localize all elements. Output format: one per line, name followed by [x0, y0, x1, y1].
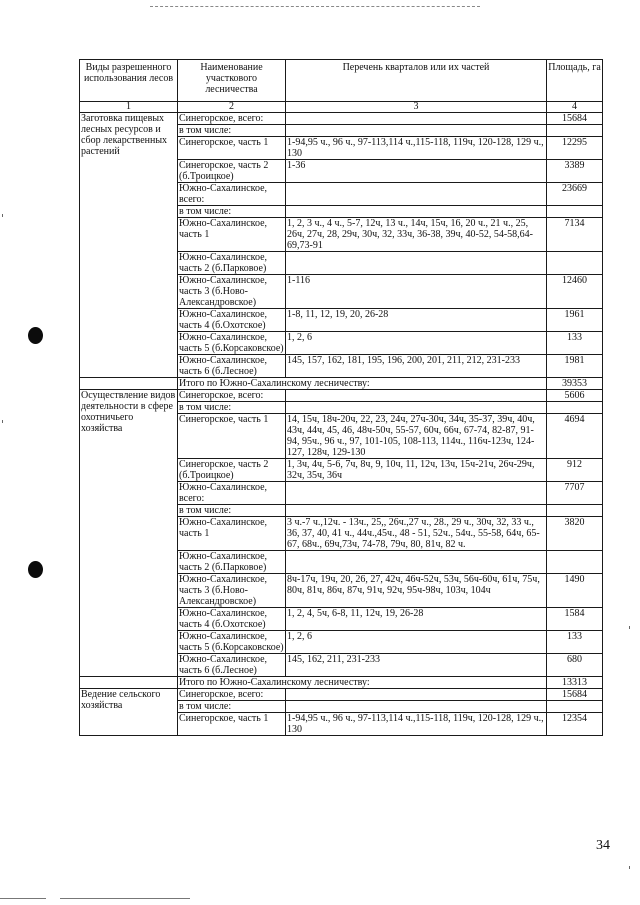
total-row: [80, 378, 603, 390]
scan-artifact-mark: [2, 420, 3, 423]
header-quarters: Перечень кварталов или их частей: [286, 60, 547, 102]
total-area: 13313: [547, 677, 603, 689]
quarters-cell: 1, 2, 6: [286, 631, 547, 654]
forestry-cell: Южно-Сахалинское, часть 5 (б.Корсаковское): [179, 631, 284, 653]
area-cell: 7134: [547, 218, 603, 252]
use-type-cell: Ведение сельского хозяйства: [80, 689, 178, 736]
forestry-cell: Южно-Сахалинское, часть 1: [178, 218, 286, 252]
quarters-cell: 1, 2, 6: [286, 332, 547, 355]
quarters-cell: [286, 125, 547, 137]
area-cell: 15684: [547, 113, 603, 125]
forestry-cell: Синегорское, часть 2 (б.Троицкое): [178, 459, 286, 482]
quarters-cell: [286, 402, 547, 414]
forestry-cell: Южно-Сахалинское, часть 1: [178, 517, 286, 551]
area-cell: [547, 701, 603, 713]
punch-hole: [28, 561, 43, 578]
quarters-cell: [286, 390, 547, 402]
area-cell: 133: [547, 332, 603, 355]
table-row: [80, 689, 603, 701]
quarters-cell: 8ч-17ч, 19ч, 20, 26, 27, 42ч, 46ч-52ч, 53ч, 56ч-60ч, 61ч, 75ч, 80ч, 81ч, 86ч, 87ч, 91ч, 92ч, 95ч-98ч, 103ч, 104ч: [286, 574, 547, 608]
total-label: Итого по Южно-Сахалинскому лесничеству:: [178, 677, 547, 689]
quarters-cell: [286, 183, 547, 206]
total-row: [80, 677, 603, 689]
quarters-cell: [286, 206, 547, 218]
table-row: [80, 390, 603, 402]
forestry-cell: Южно-Сахалинское, часть 3 (б.Ново-Александровское): [178, 275, 286, 309]
forestry-cell: Южно-Сахалинское, часть 3 (б.Ново-Александровское): [178, 574, 286, 608]
forestry-cell: Синегорское, часть 2 (б.Троицкое): [178, 160, 286, 183]
forestry-cell: Южно-Сахалинское, часть 4 (б.Охотское): [178, 608, 286, 631]
area-cell: 7707: [547, 482, 603, 505]
table-row: [80, 113, 603, 125]
area-cell: [547, 402, 603, 414]
area-cell: 1981: [547, 355, 603, 378]
header-forestry-name: Наименование участкового лесничества: [178, 60, 286, 102]
area-cell: 1584: [547, 608, 603, 631]
use-type-cell: Осуществление видов деятельности в сфере охотничьего хозяйства: [80, 390, 178, 677]
area-cell: 12354: [547, 713, 603, 736]
forestry-cell: Южно-Сахалинское, часть 6 (б.Лесное): [178, 654, 286, 677]
forestry-cell: в том числе:: [178, 505, 286, 517]
forestry-cell: в том числе:: [178, 701, 286, 713]
forestry-cell: Синегорское, всего:: [178, 390, 286, 402]
quarters-cell: 1-94,95 ч., 96 ч., 97-113,114 ч.,115-118, 119ч, 120-128, 129 ч., 130: [286, 137, 547, 160]
area-cell: [547, 206, 603, 218]
forestry-cell: Южно-Сахалинское, часть 2 (б.Парковое): [178, 252, 286, 275]
column-number: 2: [178, 102, 286, 113]
forestry-cell: Южно-Сахалинское, часть 5 (б.Корсаковское): [179, 332, 284, 354]
quarters-cell: 145, 162, 211, 231-233: [286, 654, 547, 677]
scan-artifact-bottom-line: [0, 898, 46, 899]
area-cell: [547, 252, 603, 275]
forestry-cell: Синегорское, часть 1: [178, 137, 286, 160]
quarters-cell: [286, 252, 547, 275]
forestry-cell: в том числе:: [178, 125, 286, 137]
area-cell: 15684: [547, 689, 603, 701]
forestry-cell: Синегорское, часть 1: [178, 414, 286, 459]
column-number: 4: [547, 102, 603, 113]
area-cell: 5606: [547, 390, 603, 402]
quarters-cell: [286, 482, 547, 505]
forestry-cell: в том числе:: [178, 206, 286, 218]
forest-use-table: [79, 59, 603, 736]
forestry-cell: Синегорское, всего:: [178, 689, 286, 701]
area-cell: [547, 551, 603, 574]
total-label: Итого по Южно-Сахалинскому лесничеству:: [178, 378, 547, 390]
use-type-cell: [80, 677, 178, 689]
quarters-cell: 1-94,95 ч., 96 ч., 97-113,114 ч.,115-118, 119ч, 120-128, 129 ч., 130: [286, 713, 547, 736]
scan-artifact-mark: [2, 214, 3, 217]
area-cell: 1490: [547, 574, 603, 608]
area-cell: 133: [547, 631, 603, 654]
forestry-cell: Южно-Сахалинское, часть 6 (б.Лесное): [178, 355, 286, 378]
forestry-cell: Южно-Сахалинское, часть 4 (б.Охотское): [178, 309, 286, 332]
area-cell: 12295: [547, 137, 603, 160]
page-number: 34: [596, 838, 610, 853]
area-cell: 680: [547, 654, 603, 677]
quarters-cell: 1, 2, 4, 5ч, 6-8, 11, 12ч, 19, 26-28: [286, 608, 547, 631]
area-cell: 3820: [547, 517, 603, 551]
quarters-cell: 145, 157, 162, 181, 195, 196, 200, 201, 211, 212, 231-233: [286, 355, 547, 378]
forestry-cell: Синегорское, часть 1: [178, 713, 286, 736]
table-header-row: [80, 60, 603, 102]
area-cell: [547, 505, 603, 517]
header-area: Площадь, га: [547, 60, 603, 102]
forestry-cell: Южно-Сахалинское, всего:: [178, 482, 286, 505]
area-cell: 23669: [547, 183, 603, 206]
column-number: 1: [80, 102, 178, 113]
header-use-type: Виды разрешенного использования лесов: [80, 60, 178, 102]
column-number-row: [80, 102, 603, 113]
quarters-cell: 1-36: [286, 160, 547, 183]
area-cell: 912: [547, 459, 603, 482]
area-cell: 12460: [547, 275, 603, 309]
area-cell: [547, 125, 603, 137]
quarters-cell: [286, 505, 547, 517]
area-cell: 1961: [547, 309, 603, 332]
quarters-cell: 1-8, 11, 12, 19, 20, 26-28: [286, 309, 547, 332]
area-cell: 3389: [547, 160, 603, 183]
quarters-cell: [286, 701, 547, 713]
quarters-cell: 1, 3ч, 4ч, 5-6, 7ч, 8ч, 9, 10ч, 11, 12ч, 13ч, 15ч-21ч, 26ч-29ч, 32ч, 35ч, 36ч: [286, 459, 547, 482]
quarters-cell: [286, 113, 547, 125]
forestry-cell: Южно-Сахалинское, всего:: [178, 183, 286, 206]
forestry-cell: в том числе:: [178, 402, 286, 414]
forestry-cell: Синегорское, всего:: [178, 113, 286, 125]
scan-artifact-mark: [629, 626, 630, 629]
total-area: 39353: [547, 378, 603, 390]
scan-artifact-mark: [629, 866, 630, 869]
use-type-cell: Заготовка пищевых лесных ресурсов и сбор лекарственных растений: [80, 113, 178, 378]
forestry-cell: Южно-Сахалинское, часть 2 (б.Парковое): [178, 551, 286, 574]
quarters-cell: 1, 2, 3 ч., 4 ч., 5-7, 12ч, 13 ч., 14ч, 15ч, 16, 20 ч., 21 ч., 25, 26ч, 27ч, 28, 29ч, 30ч, 32, 33ч, 36-38, 39ч, 40-52, 54-58,64-69,73-91: [286, 218, 547, 252]
column-number: 3: [286, 102, 547, 113]
quarters-cell: 1-116: [286, 275, 547, 309]
quarters-cell: [286, 551, 547, 574]
scan-artifact-bottom-line: [60, 898, 190, 899]
quarters-cell: 3 ч.-7 ч.,12ч. - 13ч., 25,, 26ч.,27 ч., 28., 29 ч., 30ч, 32, 33 ч., 36, 37, 40, 41 ч., 44ч.,45ч., 48 - 51, 52ч., 54ч., 55-58, 64ч, 65-67, 68ч., 69ч,73ч, 74-78, 79ч, 80, 81ч, 82 ч.: [286, 517, 547, 551]
scan-artifact-top-line: [150, 6, 480, 7]
quarters-cell: 14, 15ч, 18ч-20ч, 22, 23, 24ч, 27ч-30ч, 34ч, 35-37, 39ч, 40ч, 43ч, 44ч, 45, 46, 48ч-50ч, 55-57, 60ч, 66ч, 67-74, 82-87, 91-94, 95ч., 96 ч., 97, 101-105, 108-113, 114ч., 116ч-123ч, 124-127, 128ч, 129-130: [286, 414, 547, 459]
punch-hole: [28, 327, 43, 344]
use-type-cell: [80, 378, 178, 390]
quarters-cell: [286, 689, 547, 701]
area-cell: 4694: [547, 414, 603, 459]
